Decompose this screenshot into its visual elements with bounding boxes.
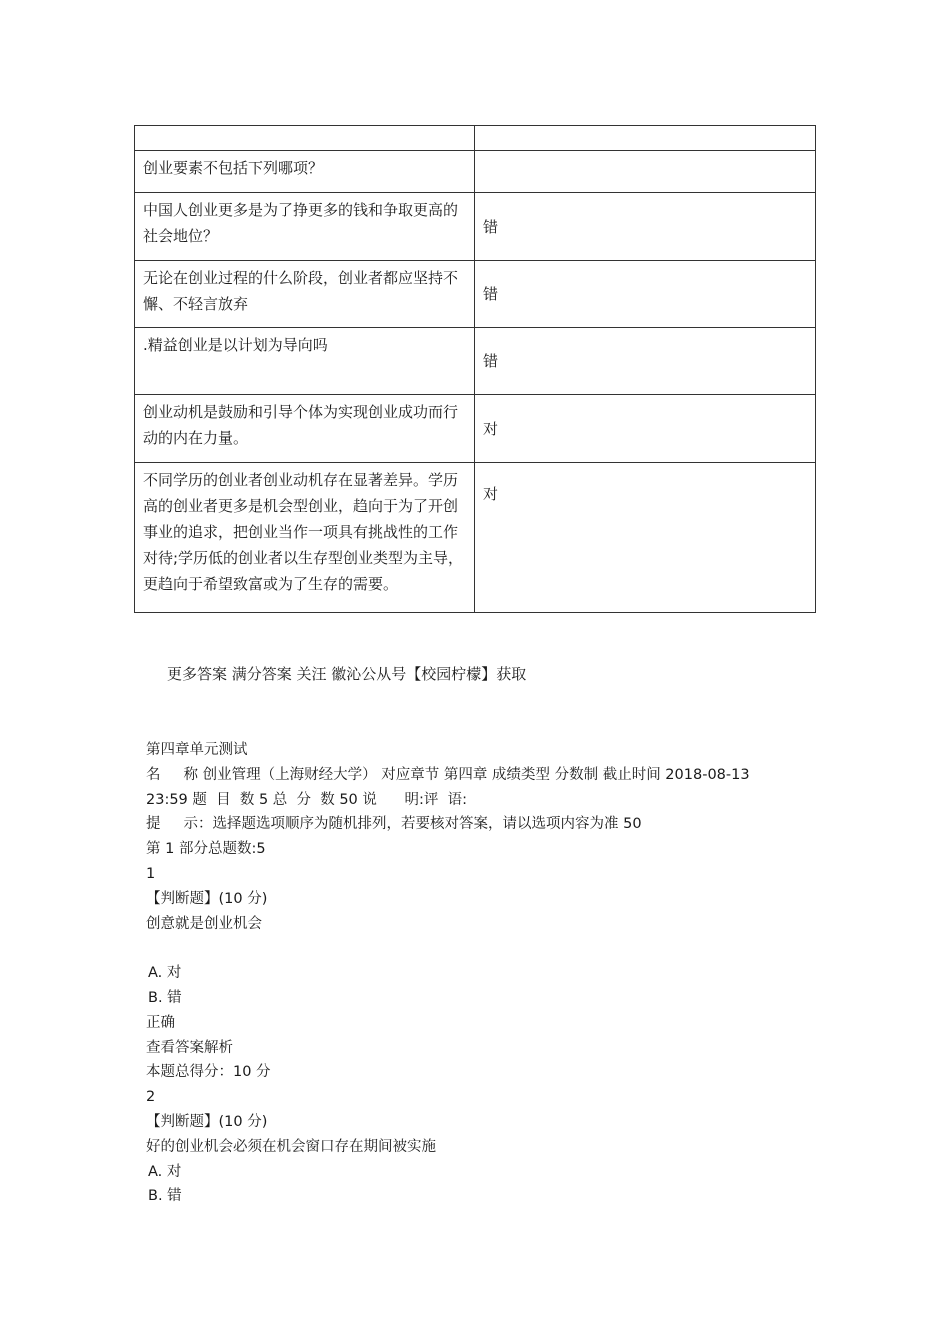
table-row [135, 328, 816, 395]
question-type: 【判断题】(10 分) [146, 890, 268, 907]
question-cell [135, 126, 475, 151]
question-text: 好的创业机会必须在机会窗口存在期间被实施 [146, 1138, 436, 1155]
question-cell: 中国人创业更多是为了挣更多的钱和争取更高的社会地位？ [135, 193, 475, 261]
test-content [146, 738, 826, 1209]
table-row [135, 261, 816, 328]
answer-cell [475, 151, 816, 193]
option-a[interactable]: A. 对 [148, 965, 182, 982]
test-info-line: 23:59 题 目 数 5 总 分 数 50 说 明:评 语: [146, 791, 468, 808]
table-row [135, 126, 816, 151]
option-a[interactable]: A. 对 [148, 1163, 182, 1180]
answer-cell: 错 [475, 261, 816, 328]
answer-cell: 错 [475, 328, 816, 395]
table-row [135, 395, 816, 463]
view-answer-link[interactable]: 查看答案解析 [146, 1039, 233, 1056]
question-text: 创意就是创业机会 [146, 915, 262, 932]
question-number: 1 [146, 865, 156, 882]
answer-cell: 对 [475, 395, 816, 463]
question-cell: 创业动机是鼓励和引导个体为实现创业成功而行动的内在力量。 [135, 395, 475, 463]
option-b[interactable]: B. 错 [148, 989, 182, 1006]
test-title: 第四章单元测试 [146, 742, 248, 758]
test-part: 第 1 部分总题数:5 [146, 841, 266, 858]
question-type: 【判断题】(10 分) [146, 1113, 268, 1130]
test-tip: 提 示：选择题选项顺序为随机排列，若要核对答案，请以选项内容为准 50 [146, 816, 642, 833]
score-text: 本题总得分：10 分 [146, 1064, 271, 1081]
question-cell: 无论在创业过程的什么阶段，创业者都应坚持不懈、不轻言放弃 [135, 261, 475, 328]
answer-cell [475, 126, 816, 151]
table-row [135, 463, 816, 613]
table-row [135, 151, 816, 193]
result-text: 正确 [146, 1014, 175, 1031]
question-cell: 不同学历的创业者创业动机存在显著差异。学历高的创业者更多是机会型创业，趋向于为了开创事业的追求，把创业当作一项具有挑战性的工作对待;学历低的创业者以生存型创业类型为主导，更趋向于希望致富或为了生存的需要。 [135, 463, 475, 613]
test-info-line: 名 称 创业管理（上海财经大学） 对应章节 第四章 成绩类型 分数制 截止时间 2018-08-13 [146, 766, 750, 783]
question-cell: 创业要素不包括下列哪项？ [135, 151, 475, 193]
answer-cell: 对 [475, 463, 816, 613]
question-cell: .精益创业是以计划为导向吗 [135, 328, 475, 395]
qa-table [134, 125, 816, 613]
answer-cell: 错 [475, 193, 816, 261]
promo-text: 更多答案 满分答案 关汪 徽沁公从号【校园柠檬】获取 [167, 665, 527, 683]
option-b[interactable]: B. 错 [148, 1188, 182, 1205]
question-number: 2 [146, 1089, 156, 1106]
table-row [135, 193, 816, 261]
